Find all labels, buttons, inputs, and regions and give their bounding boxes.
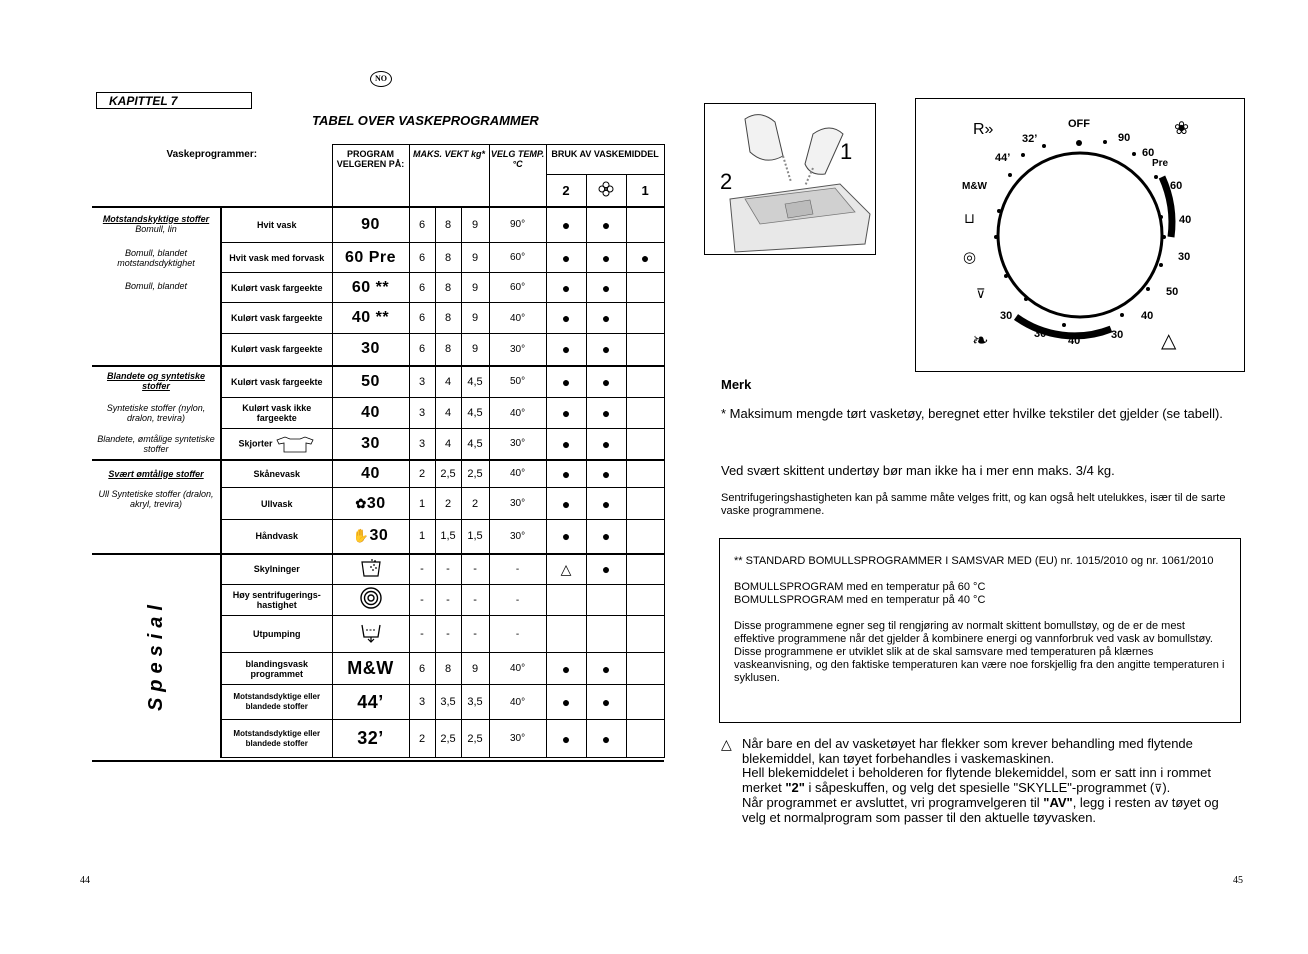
detergent-mark: ● [586, 303, 626, 334]
dial-label: Pre [1152, 158, 1169, 169]
wool-icon: ✿ [355, 495, 367, 511]
temp-value: 30° [489, 720, 546, 758]
weight-value: - [461, 554, 489, 585]
temp-value: - [489, 585, 546, 616]
program-dial-value: M&W [332, 653, 409, 685]
weight-value: 3 [409, 398, 435, 429]
weight-value: 3 [409, 366, 435, 398]
dial-label-off: OFF [1068, 118, 1090, 130]
detergent-mark: ● [586, 520, 626, 554]
feather-icon: ❧ [972, 330, 989, 352]
chapter-label: KAPITTEL 7 [96, 92, 252, 109]
weight-value: 3,5 [435, 685, 461, 720]
program-dial-value: 60 Pre [332, 243, 409, 273]
weight-value: 9 [461, 243, 489, 273]
table-row [92, 207, 664, 243]
detergent-mark: ● [586, 460, 626, 488]
drain-icon [332, 616, 409, 653]
program-dial-value: 30 [369, 527, 389, 545]
program-dial-value: 50 [332, 366, 409, 398]
bleach-text-1: Når bare en del av vasketøyet har flekker som krever behandling med flytende blekemiddel, kan tøyet forbehandles i vaskemaskinen. [742, 736, 1193, 766]
box-cotton-60: BOMULLSPROGRAM med en temperatur på 60 °C [734, 581, 986, 593]
note-underwear: Ved svært skittent undertøy bør man ikke ha i mer enn maks. 3/4 kg. [721, 463, 1115, 478]
bleach-triangle-icon: △ [1161, 330, 1177, 352]
detergent-mark: ● [546, 429, 586, 460]
rinse-icon: ⊽ [976, 286, 986, 301]
detergent-mark: ● [626, 243, 664, 273]
compartment-2: 2 [546, 175, 586, 207]
handwash-icon: ✋ [352, 528, 370, 544]
dial-label: 30 [1034, 328, 1047, 340]
temp-value: 40° [489, 303, 546, 334]
weight-value: 8 [435, 207, 461, 243]
weight-value: 8 [435, 653, 461, 685]
dial-label: 60 [1142, 147, 1155, 159]
detergent-mark: ● [586, 243, 626, 273]
weight-value: 9 [461, 334, 489, 366]
temp-value: 30° [489, 520, 546, 554]
program-dial-value: 40 [332, 398, 409, 429]
weight-value: 4,5 [461, 398, 489, 429]
detergent-mark: ● [586, 685, 626, 720]
box-text-2: Disse programmene er utviklet slik at de skal samsvare med temperaturen på klærnes vaskeanvisning, og den faktiske temperaturen kan være noe forskjellig fra den angitte temperaturen i syklusen. [734, 646, 1225, 684]
header-max-weight: MAKS. VEKT kg* [409, 145, 489, 207]
detergent-mark [626, 273, 664, 303]
detergent-mark: ● [546, 685, 586, 720]
bleach-text-2 [742, 766, 1243, 796]
category-bomull-blandet-motst: Bomull, blandet motstandsdyktighet [92, 243, 221, 273]
program-name: Utpumping [221, 616, 332, 653]
program-name: Hvit vask med forvask [221, 243, 332, 273]
dial-label: 40 [1141, 310, 1154, 322]
weight-value: 3 [409, 685, 435, 720]
bleach-text-3a: Når programmet er avsluttet, vri programvelgeren til [742, 795, 1044, 810]
temp-value: 30° [489, 488, 546, 520]
category-svaert-omtalige [92, 460, 221, 554]
program-name: Kulørt vask fargeekte [221, 366, 332, 398]
detergent-drawer-image [705, 104, 875, 254]
dial-label: 50 [1166, 286, 1179, 298]
detergent-mark: △ [546, 554, 586, 585]
category-spesial [92, 554, 221, 758]
weight-value: - [435, 554, 461, 585]
weight-value: 3 [409, 429, 435, 460]
header-detergent: BRUK AV VASKEMIDDEL [546, 145, 664, 175]
weight-value: 9 [461, 653, 489, 685]
detergent-mark [626, 334, 664, 366]
detergent-mark [626, 554, 664, 585]
weight-value: 3,5 [461, 685, 489, 720]
weight-value: 8 [435, 243, 461, 273]
bleach-text-3 [742, 796, 1243, 825]
dispenser-label-2: 2 [720, 169, 733, 194]
temp-value: - [489, 616, 546, 653]
weight-value: 4 [435, 398, 461, 429]
dial-label-mw: M&W [962, 181, 987, 192]
program-name: Kulørt vask fargeekte [221, 334, 332, 366]
category-syntetiske: Syntetiske stoffer (nylon, dralon, trevira) [92, 398, 221, 429]
shirt-icon [275, 435, 315, 453]
detergent-mark: ● [546, 488, 586, 520]
dial-off-dot [1076, 140, 1082, 146]
weight-value: 2,5 [435, 720, 461, 758]
detergent-mark: ● [586, 334, 626, 366]
program-dial-figure [915, 98, 1245, 372]
detergent-mark [546, 616, 586, 653]
dial-label: 30 [1111, 329, 1124, 341]
box-text-1: Disse programmene egner seg til rengjøring av normalt skittent bomullstøy, og de er de mest effektive programmene når det gjelder å kombinere energi og vannforbruk ved vask av bomullstøy. [734, 620, 1213, 645]
temp-value: 40° [489, 653, 546, 685]
program-dial-value: 30 [366, 494, 386, 512]
program-name: Kulørt vask fargeekte [221, 303, 332, 334]
detergent-mark: ● [586, 366, 626, 398]
bleach-text-3b: "AV" [1043, 795, 1073, 810]
program-name: Ullvask [221, 488, 332, 520]
program-name: Skylninger [221, 554, 332, 585]
table-bottom-rule [92, 760, 664, 762]
program-dial-value: 30 [332, 429, 409, 460]
note-spin-speed: Sentrifugeringshastigheten kan på samme måte velges fritt, og kan også helt utelukkes, især til de sarte vaske programmene. [721, 492, 1226, 517]
detergent-mark: ● [586, 398, 626, 429]
category-sub: Ull Syntetiske stoffer (dralon, akryl, trevira) [98, 488, 214, 509]
detergent-mark [626, 520, 664, 554]
table-row [92, 554, 664, 585]
weight-value: 6 [409, 653, 435, 685]
program-name: Skjorter [238, 438, 273, 449]
weight-value: 2 [435, 488, 461, 520]
table-row [92, 273, 664, 303]
bleach-text-3c: , legg i resten av tøyet og velg et normalprogram som passer til den aktuelle tøyvasken. [742, 795, 1219, 825]
standard-programs-box [719, 538, 1241, 723]
weight-value: - [461, 585, 489, 616]
header-program-selector: PROGRAM VELGEREN PÅ: [332, 145, 409, 207]
program-dial-value: 32’ [332, 720, 409, 758]
spesial-label: Spesial [144, 598, 167, 712]
weight-value: 1 [409, 488, 435, 520]
page-number-left: 44 [80, 875, 90, 886]
temp-value: 90° [489, 207, 546, 243]
weight-value: 9 [461, 273, 489, 303]
detergent-mark: ● [546, 243, 586, 273]
dispenser-illustration [704, 103, 876, 255]
program-dial-value: 40 ** [332, 303, 409, 334]
weight-value: 2 [409, 720, 435, 758]
category-title: Svært ømtålige stoffer [108, 468, 204, 479]
detergent-mark [586, 585, 626, 616]
weight-value: 6 [409, 243, 435, 273]
detergent-mark: ● [546, 653, 586, 685]
program-name: blandingsvask programmet [221, 653, 332, 685]
cotton-icon: ❀ [1174, 118, 1190, 138]
weight-value: 8 [435, 273, 461, 303]
program-name: Kulørt vask fargeekte [221, 273, 332, 303]
note-max-load: * Maksimum mengde tørt vasketøy, beregnet etter hvilke tekstiler det gjelder (se tabell). [721, 406, 1223, 421]
weight-value: 4,5 [461, 366, 489, 398]
detergent-mark: ● [546, 720, 586, 758]
bleach-text-2b: "2" [785, 779, 805, 795]
temp-value: 30° [489, 334, 546, 366]
weight-value: 6 [409, 303, 435, 334]
weight-value: 2,5 [435, 460, 461, 488]
detergent-mark [546, 585, 586, 616]
program-name: Håndvask [221, 520, 332, 554]
temp-value: - [489, 554, 546, 585]
weight-value: 6 [409, 273, 435, 303]
program-name: Motstandsdyktige eller blandede stoffer [221, 720, 332, 758]
program-name: Motstandsdyktige eller blandede stoffer [221, 685, 332, 720]
dial-label: 30 [1000, 310, 1013, 322]
category-title: Blandete og syntetiske stoffer [106, 370, 206, 391]
prewash-rinse-icon: R» [973, 121, 994, 138]
bleach-instructions [721, 737, 1243, 825]
weight-value: 9 [461, 303, 489, 334]
warning-triangle-icon: △ [721, 736, 732, 752]
weight-value: 6 [409, 207, 435, 243]
dial-label: 30 [1178, 251, 1191, 263]
weight-value: 1,5 [461, 520, 489, 554]
compartment-1: 1 [626, 175, 664, 207]
header-temp: VELG TEMP. °C [489, 145, 546, 207]
weight-value: 2,5 [461, 460, 489, 488]
detergent-mark [626, 398, 664, 429]
dial-ring [998, 153, 1162, 317]
detergent-mark: ● [586, 273, 626, 303]
spin-icon [332, 585, 409, 616]
detergent-mark: ● [546, 273, 586, 303]
detergent-mark: ● [586, 429, 626, 460]
language-badge: NO [370, 71, 392, 87]
detergent-mark: ● [546, 207, 586, 243]
dial-label: 44’ [995, 152, 1011, 164]
category-sub: Bomull, lin [135, 223, 177, 234]
detergent-mark: ● [586, 207, 626, 243]
dial-label: 32’ [1022, 133, 1038, 145]
detergent-mark [626, 366, 664, 398]
table-row [92, 243, 664, 273]
weight-value: 9 [461, 207, 489, 243]
temp-value: 40° [489, 460, 546, 488]
program-name: Høy sentrifugerings-hastighet [221, 585, 332, 616]
rinse-icon: ⊽ [1154, 782, 1163, 795]
spin-icon: ◎ [963, 249, 977, 266]
weight-value: 1,5 [435, 520, 461, 554]
weight-value: 2,5 [461, 720, 489, 758]
temp-value: 60° [489, 243, 546, 273]
rinse-icon [332, 554, 409, 585]
program-name: Kulørt vask ikke fargeekte [221, 398, 332, 429]
detergent-mark [626, 653, 664, 685]
category-bomull-blandet: Bomull, blandet [92, 273, 221, 366]
temp-value: 60° [489, 273, 546, 303]
dial-label: 40 [1068, 335, 1081, 347]
detergent-mark: ● [546, 366, 586, 398]
program-name: Hvit vask [221, 207, 332, 243]
detergent-mark: ● [546, 460, 586, 488]
bleach-text-2c: i såpeskuffen, og velg det spesielle "SKYLLE"-programmet ( [804, 779, 1155, 795]
bleach-text-2d: ). [1162, 779, 1171, 795]
detergent-mark [626, 429, 664, 460]
weight-value: 6 [409, 334, 435, 366]
drain-icon: ⊔ [964, 210, 975, 226]
category-blandete [92, 366, 221, 398]
temp-value: 40° [489, 398, 546, 429]
weight-value: 4,5 [461, 429, 489, 460]
box-cotton-40: BOMULLSPROGRAM med en temperatur på 40 °C [734, 594, 986, 606]
detergent-mark [626, 585, 664, 616]
detergent-mark [626, 488, 664, 520]
detergent-mark: ● [586, 488, 626, 520]
table-row [92, 460, 664, 488]
dial-label: 40 [1179, 214, 1192, 226]
note-heading: Merk [721, 377, 752, 392]
program-dial-value: 90 [332, 207, 409, 243]
program-dial-wool [332, 488, 409, 520]
weight-value: - [461, 616, 489, 653]
wash-program-table [92, 144, 665, 758]
table-row [92, 366, 664, 398]
weight-value: 2 [409, 460, 435, 488]
category-motstandsdyktige [92, 207, 221, 243]
program-dial-value: 30 [332, 334, 409, 366]
weight-value: 2 [461, 488, 489, 520]
detergent-mark [626, 207, 664, 243]
detergent-mark: ● [546, 334, 586, 366]
program-dial-value: 40 [332, 460, 409, 488]
category-title: Motstandskyktige stoffer [102, 213, 210, 224]
detergent-mark [626, 460, 664, 488]
detergent-mark [626, 303, 664, 334]
detergent-mark [626, 616, 664, 653]
detergent-mark: ● [586, 720, 626, 758]
weight-value: - [409, 585, 435, 616]
detergent-mark: ● [546, 303, 586, 334]
program-dial-handwash [332, 520, 409, 554]
weight-value: 4 [435, 366, 461, 398]
weight-value: 4 [435, 429, 461, 460]
weight-value: - [409, 554, 435, 585]
detergent-mark: ● [546, 398, 586, 429]
program-dial-value: 44’ [332, 685, 409, 720]
detergent-mark: ● [586, 653, 626, 685]
page-number-right: 45 [1233, 875, 1243, 886]
table-row [92, 429, 664, 460]
temp-value: 50° [489, 366, 546, 398]
box-standard-title: ** STANDARD BOMULLSPROGRAMMER I SAMSVAR MED (EU) nr. 1015/2010 og nr. 1061/2010 [734, 555, 1214, 567]
detergent-mark [586, 616, 626, 653]
detergent-mark [626, 720, 664, 758]
detergent-mark: ● [546, 520, 586, 554]
temp-value: 30° [489, 429, 546, 460]
table-title: TABEL OVER VASKEPROGRAMMER [312, 113, 539, 128]
dispenser-label-1: 1 [840, 139, 853, 164]
bleach-text-2a: Hell blekemiddelet i beholderen for flytende blekemiddel, som er satt inn i rommet merket [742, 765, 1211, 795]
dial-label: 90 [1118, 132, 1131, 144]
weight-value: 8 [435, 303, 461, 334]
weight-value: - [409, 616, 435, 653]
header-programs: Vaskeprogrammer: [92, 145, 332, 207]
weight-value: 8 [435, 334, 461, 366]
dial-label: 60 [1170, 180, 1183, 192]
program-name-shirts [221, 429, 332, 460]
weight-value: - [435, 585, 461, 616]
table-row [92, 398, 664, 429]
temp-value: 40° [489, 685, 546, 720]
weight-value: - [435, 616, 461, 653]
program-name: Skånevask [221, 460, 332, 488]
detergent-mark: ● [586, 554, 626, 585]
softener-flower-icon [586, 175, 626, 207]
detergent-mark [626, 685, 664, 720]
category-blandete-omtalige: Blandete, ømtålige syntetiske stoffer [92, 429, 221, 460]
program-dial-value: 60 ** [332, 273, 409, 303]
weight-value: 1 [409, 520, 435, 554]
